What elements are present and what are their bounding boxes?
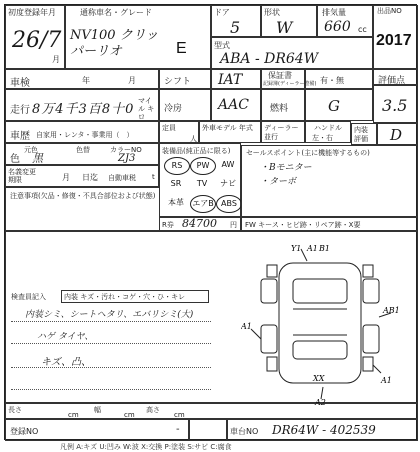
color-cell (5, 143, 159, 165)
history-value: 自家用・レンタ・事業用（ ） (36, 131, 134, 139)
car-name-cell (65, 5, 211, 69)
dimensions-row (5, 403, 418, 419)
equipment-item: エアB (190, 195, 216, 213)
fw-row (241, 217, 418, 231)
color-change-label: 外車モデル 年式 (202, 124, 253, 132)
shape-label: 形状 (264, 8, 280, 17)
history-cell (5, 121, 159, 143)
shift-label: シフト (164, 77, 192, 87)
r-label: R券 (162, 221, 174, 229)
car-name-value: NV100 クリッパーリオ (70, 28, 159, 59)
model-label: 型式 (214, 41, 230, 50)
ac-label: 冷房 (164, 104, 183, 114)
equipment-item: SR (170, 179, 182, 188)
mark-xx: XX (313, 374, 325, 383)
rating-value-cell (373, 85, 418, 123)
reg-year-cell (5, 5, 65, 69)
inspector-note-1: 内装シミ、シートヘタリ、エバリシミ(大) (25, 310, 194, 320)
sales-point-1: ・Bモニター (260, 163, 312, 173)
car-body-outline (279, 263, 361, 383)
top-right-label: 出品NO (377, 7, 402, 15)
seats-label: 定員 (162, 124, 176, 132)
inspection-cell (5, 69, 159, 89)
interior-value-cell (377, 123, 418, 145)
inspector-line-2 (11, 343, 211, 344)
reg-no-cell (5, 419, 189, 441)
year-cell (373, 5, 418, 69)
color-change-cell (199, 121, 261, 143)
warranty-label: 保証書 (268, 71, 292, 80)
rear-window (293, 341, 347, 359)
rating-value: 3.5 (382, 96, 408, 115)
height-unit: cm (174, 411, 185, 419)
color-sub: 元色 (24, 146, 38, 154)
r-cell (159, 217, 241, 231)
reg-no-label: 登録NO (10, 427, 39, 436)
equipment-item: RS (164, 157, 190, 175)
inspector-note-3: キズ、凸、 (41, 357, 92, 368)
fuel-value: G (328, 97, 340, 115)
model-value: ABA - DR64W (220, 51, 319, 67)
sales-point-2: ・ターボ (260, 177, 297, 187)
front-right-door (363, 279, 379, 303)
car-damage-diagram (241, 245, 401, 407)
car-name-label: 通称車名・グレード (80, 8, 152, 17)
front-left-wheel (267, 265, 277, 277)
mark-a1-right: A1 (381, 376, 392, 385)
rear-left-door (261, 325, 277, 353)
color-no-label: 色替 (76, 146, 90, 154)
shape-value: W (276, 18, 293, 37)
reg-year-label: 初度登録年月 (8, 8, 56, 17)
equipment-item: 本革 (168, 198, 184, 207)
inspector-sub: 内装 キズ・汚れ・コゲ・穴・ひ・キレ (64, 293, 186, 301)
mark-a2: A2 (315, 398, 326, 407)
mark-b1: B1 (319, 245, 330, 253)
shape-cell (261, 5, 317, 37)
year-value: 2017 (376, 32, 412, 49)
rating-label-cell (373, 69, 418, 85)
notes-label: 注意事項(欠品・修復・不具合部位および状態) (10, 192, 156, 200)
mileage-cell (5, 89, 159, 121)
fuel-label: 燃料 (270, 104, 289, 114)
warranty-value: 有・無 (320, 76, 344, 85)
inspector-note-2: ハゲ タイヤ、 (37, 332, 94, 342)
arrow-a1-right (373, 365, 381, 373)
front-left-door (261, 279, 277, 303)
displacement-label: 排気量 (322, 8, 346, 17)
ac-value-cell (211, 89, 261, 121)
mileage-label: 走行 (10, 105, 30, 116)
rear-right-wheel (363, 357, 373, 371)
inspection-label: 車検 (10, 78, 30, 89)
warranty-sub: 記録簿(ディーラー整備) (263, 81, 317, 87)
ac-value: AAC (218, 97, 249, 113)
sales-points-title: セールスポイント(主に機能等するもの) (246, 149, 370, 157)
history-label: 車歴 (10, 131, 30, 142)
warranty-value-cell (305, 69, 373, 89)
inspection-year-unit: 年 (82, 76, 90, 85)
r-unit: 円 (230, 221, 237, 229)
interior-value: D (390, 126, 403, 144)
name-change-label: 名義変更期限 (8, 168, 36, 184)
equipment-item: AW (221, 160, 235, 169)
handle-value: 左・右 (312, 134, 333, 142)
seats-cell (159, 121, 199, 143)
dealer-label: ディーラー 並行 (264, 124, 299, 141)
width-label: 幅 (94, 406, 101, 414)
front-right-wheel (363, 265, 373, 277)
equipment-item: ABS (216, 195, 242, 213)
grade-value: E (176, 40, 187, 57)
rear-right-door (363, 325, 379, 353)
inspector-line-1 (11, 321, 211, 322)
reg-year-unit: 月 (52, 55, 60, 64)
inspector-line-4 (11, 389, 211, 390)
mileage-value: 8万4千3百8十0 (32, 102, 135, 117)
equipment-title: 装備品(純正品に限る) (162, 147, 231, 155)
displacement-cell (317, 5, 373, 37)
equipment-item: ナビ (220, 179, 236, 188)
mark-y1: Y1 (291, 245, 302, 253)
equipment-item: TV (196, 179, 208, 188)
mark-ab1: AB1 (383, 306, 400, 315)
handle-cell (305, 121, 351, 143)
shift-label-cell (159, 69, 211, 89)
chassis-value: DR64W - 402539 (272, 423, 376, 437)
interior-label-cell (351, 123, 377, 145)
mileage-unit: マイル キロ (138, 97, 155, 121)
displacement-value: 660 (324, 19, 351, 35)
mark-a1-left: A1 (241, 322, 252, 331)
tax-label: 自動車税 (108, 174, 136, 182)
width-unit: cm (124, 411, 135, 419)
shift-value: IAT (218, 72, 243, 88)
doors-label: ドア (214, 8, 230, 17)
rating-label: 評価点 (378, 76, 406, 86)
color-code-value: ZJ3 (118, 153, 136, 164)
length-unit: cm (68, 411, 79, 419)
shift-value-cell (211, 69, 261, 89)
notes-cell (5, 187, 159, 231)
doors-cell (211, 5, 261, 37)
color-value: 黒 (32, 152, 43, 165)
inspection-month-unit: 月 (128, 76, 136, 85)
fuel-value-cell (305, 89, 373, 121)
name-change-month: 月 (62, 173, 70, 182)
dealer-cell (261, 121, 305, 143)
reg-no-spacer (189, 419, 227, 441)
height-label: 高さ (146, 406, 160, 414)
legend-footer: 凡例 A:キズ U:凹み W:波 X:交換 P:塗装 S:サビ C:腐食 (60, 443, 232, 451)
reg-year-value: 26/7 (12, 28, 62, 53)
sales-points-cell (241, 145, 418, 217)
equipment-cell (159, 143, 241, 217)
windshield (293, 279, 347, 303)
inspector-label: 検査員記入 (11, 293, 46, 301)
color-code-label: カラーNO (110, 146, 142, 154)
inspector-sub-box (61, 290, 209, 303)
r-value: 84700 (182, 217, 217, 230)
fw-row-text: FW キース・ヒビ跡・リペア跡・X要 (245, 221, 361, 229)
displacement-unit: cc (358, 25, 367, 34)
rear-left-wheel (267, 357, 277, 371)
interior-label: 内装 評価 (354, 126, 368, 143)
seats-unit: 人 (190, 135, 197, 143)
fuel-label-cell (261, 89, 305, 121)
name-change-cell (5, 165, 159, 187)
length-label: 長さ (8, 406, 22, 414)
arrow-a1-left (251, 329, 261, 339)
reg-no-dash: - (176, 424, 180, 435)
ac-label-cell (159, 89, 211, 121)
tax-unit: t (152, 173, 155, 181)
chassis-label: 車台NO (230, 427, 259, 436)
warranty-cell (261, 69, 317, 89)
name-change-day: 日迄 (82, 173, 98, 182)
equipment-item: PW (190, 157, 216, 175)
chassis-cell (227, 419, 418, 441)
handle-label: ハンドル (314, 124, 342, 132)
mark-a1-top: A1 (307, 245, 318, 253)
color-label: 色 (10, 154, 20, 165)
model-cell (211, 37, 373, 69)
auction-sheet (4, 4, 417, 440)
doors-value: 5 (230, 18, 241, 37)
